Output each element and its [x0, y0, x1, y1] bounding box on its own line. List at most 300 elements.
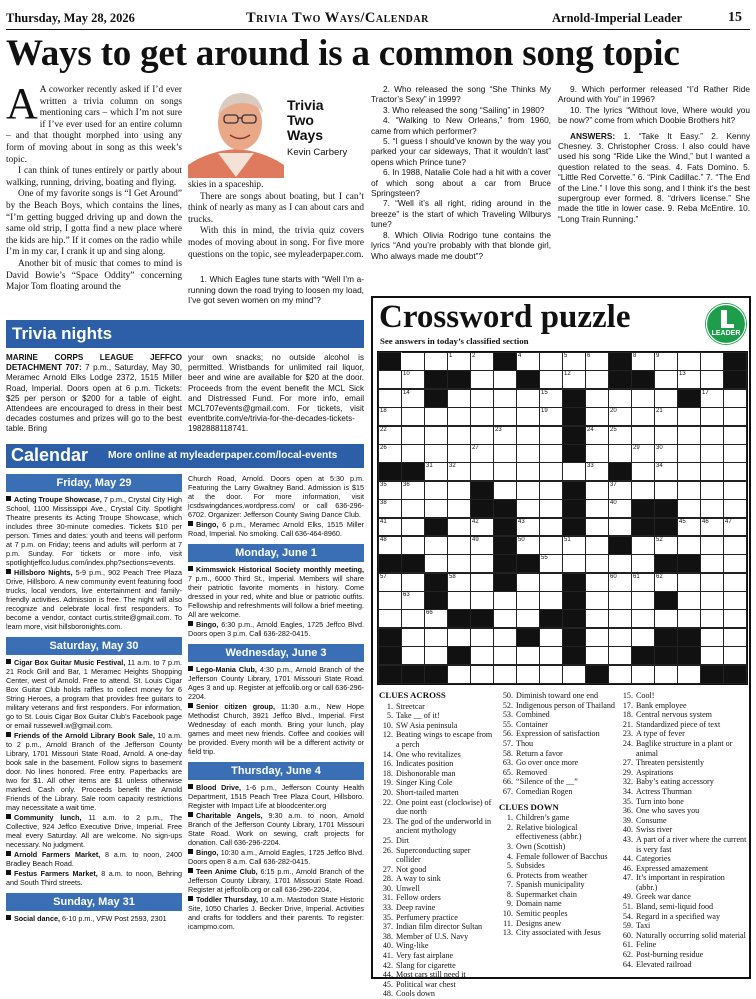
crossword-cell[interactable]: [723, 389, 747, 408]
crossword-cell-number: 22: [380, 426, 387, 433]
crossword-cell[interactable]: [401, 518, 425, 537]
crossword-cell[interactable]: [447, 407, 471, 426]
crossword-cell[interactable]: [470, 462, 494, 481]
crossword-cell[interactable]: [401, 646, 425, 665]
crossword-cell[interactable]: [493, 628, 517, 647]
crossword-cell[interactable]: [516, 462, 540, 481]
crossword-cell[interactable]: [700, 352, 724, 371]
crossword-cell[interactable]: [539, 370, 563, 389]
clue-number: 30.: [382, 883, 393, 893]
crossword-cell[interactable]: [723, 536, 747, 555]
crossword-cell[interactable]: [539, 462, 563, 481]
crossword-cell[interactable]: [585, 554, 609, 573]
crossword-cell[interactable]: [700, 554, 724, 573]
crossword-cell[interactable]: [677, 609, 701, 628]
crossword-cell[interactable]: [447, 426, 471, 445]
crossword-cell[interactable]: [470, 591, 494, 610]
crossword-cell[interactable]: [700, 407, 724, 426]
clue-number: 8.: [506, 889, 513, 899]
crossword-cell[interactable]: [424, 499, 448, 518]
crossword-cell[interactable]: [700, 481, 724, 500]
crossword-cell[interactable]: [700, 573, 724, 592]
crossword-cell[interactable]: [470, 370, 494, 389]
crossword-cell[interactable]: [608, 389, 632, 408]
crossword-cell[interactable]: [700, 609, 724, 628]
crossword-cell-number: 4: [518, 353, 522, 359]
crossword-cell[interactable]: [470, 444, 494, 463]
crossword-cell[interactable]: [677, 462, 701, 481]
crossword-cell[interactable]: [631, 665, 655, 684]
crossword-cell[interactable]: [447, 518, 471, 537]
crossword-clue: [379, 721, 497, 731]
crossword-cell[interactable]: [631, 426, 655, 445]
crossword-cell[interactable]: [723, 591, 747, 610]
crossword-cell[interactable]: [654, 573, 678, 592]
crossword-cell[interactable]: [401, 426, 425, 445]
crossword-cell[interactable]: [608, 646, 632, 665]
crossword-cell[interactable]: [516, 426, 540, 445]
crossword-cell[interactable]: [562, 554, 586, 573]
crossword-cell[interactable]: [401, 628, 425, 647]
clue-text: Children’s game: [516, 813, 570, 823]
crossword-cell[interactable]: [585, 444, 609, 463]
crossword-cell[interactable]: [539, 444, 563, 463]
header-section: Trivia Two Ways/Calendar: [246, 10, 429, 26]
crossword-cell[interactable]: [700, 628, 724, 647]
article-p1: A coworker recently asked if I’d ever written a trivia column on songs mentioning cars – which I’m not sure if I’ve ever used for an entire column – and that thought morphed into using any form of moving about in song as this week’s topic.: [6, 85, 182, 165]
crossword-cell[interactable]: [608, 628, 632, 647]
crossword-cell[interactable]: [700, 370, 724, 389]
crossword-cell[interactable]: [631, 407, 655, 426]
clue-number: 23.: [622, 729, 633, 739]
crossword-cell[interactable]: [608, 665, 632, 684]
crossword-cell[interactable]: [677, 536, 701, 555]
crossword-cell[interactable]: [723, 573, 747, 592]
crossword-cell[interactable]: [516, 665, 540, 684]
crossword-cell[interactable]: [631, 573, 655, 592]
crossword-cell[interactable]: [424, 352, 448, 371]
calendar-column-1: [6, 474, 182, 979]
crossword-cell[interactable]: [723, 426, 747, 445]
thursday-events: [188, 783, 364, 931]
crossword-black-cell: [516, 628, 540, 647]
crossword-cell[interactable]: [378, 591, 402, 610]
crossword-cell[interactable]: [585, 499, 609, 518]
crossword-cell[interactable]: [723, 628, 747, 647]
crossword-cell[interactable]: [608, 407, 632, 426]
crossword-cell[interactable]: [378, 481, 402, 500]
crossword-cell[interactable]: [424, 554, 448, 573]
crossword-cell[interactable]: [401, 591, 425, 610]
crossword-cell[interactable]: [470, 646, 494, 665]
clue-text: Superconducting super collider: [396, 845, 471, 865]
crossword-cell[interactable]: [677, 481, 701, 500]
clue-text: “Silence of the __”: [516, 777, 578, 787]
crossword-cell[interactable]: [539, 426, 563, 445]
crossword-cell[interactable]: [378, 389, 402, 408]
crossword-cell[interactable]: [516, 591, 540, 610]
crossword-cell[interactable]: [493, 665, 517, 684]
crossword-cell[interactable]: [539, 407, 563, 426]
crossword-cell[interactable]: [493, 407, 517, 426]
crossword-cell[interactable]: [654, 665, 678, 684]
crossword-cell[interactable]: [539, 518, 563, 537]
clue-text: Wing-like: [396, 941, 429, 951]
crossword-cell[interactable]: [562, 536, 586, 555]
crossword-cell[interactable]: [700, 518, 724, 537]
crossword-clue: [619, 912, 747, 922]
crossword-cell[interactable]: [539, 554, 563, 573]
crossword-cell[interactable]: [654, 536, 678, 555]
crossword-cell[interactable]: [493, 444, 517, 463]
crossword-cell[interactable]: [654, 389, 678, 408]
crossword-cell[interactable]: [539, 352, 563, 371]
article-column-1: [6, 79, 182, 294]
crossword-cell[interactable]: [700, 536, 724, 555]
event-text: 10 a.m. to 2 p.m., Arnold Branch of the Jefferson County Library, 1701 Missouri State Road, Arnold. A one-day book sale in the basement. Follow signs to basement door. No lines honored. Free entry. Paperbacks are two for $1. All other items are $1 unless otherwise marked. Cash only. Proceeds benefit the Arnold Friends of the Library. Sale room capacity restrictions may necessitate a wait time.: [6, 731, 183, 812]
crossword-cell[interactable]: [631, 628, 655, 647]
crossword-cell[interactable]: [424, 536, 448, 555]
crossword-cell[interactable]: [378, 518, 402, 537]
crossword-clue: [499, 777, 617, 787]
crossword-cell[interactable]: [493, 462, 517, 481]
crossword-cell[interactable]: [539, 665, 563, 684]
crossword-cell[interactable]: [378, 444, 402, 463]
crossword-cell[interactable]: [516, 573, 540, 592]
crossword-cell[interactable]: [608, 591, 632, 610]
clues-across-title: CLUES ACROSS: [379, 690, 446, 700]
crossword-cell[interactable]: [539, 499, 563, 518]
trivia-nights-text-1: 7 p.m., Saturday, May 30, Meramec Arnold Elks Lodge 2372, 1515 Miller Road, Imperial. Doors open at 6 p.m. Tickets: $25 per person or $200 for a table of eight. Attendees are encouraged to dress in their best decades costumes and prizes will go to the best table. Bring: [6, 363, 182, 434]
crossword-cell[interactable]: [539, 573, 563, 592]
crossword-cell[interactable]: [562, 462, 586, 481]
crossword-cell[interactable]: [447, 536, 471, 555]
crossword-cell[interactable]: [470, 536, 494, 555]
crossword-clue: [619, 729, 747, 739]
crossword-cell[interactable]: [723, 609, 747, 628]
crossword-cell[interactable]: [539, 628, 563, 647]
crossword-cell[interactable]: [401, 481, 425, 500]
crossword-cell[interactable]: [585, 407, 609, 426]
crossword-cell[interactable]: [677, 591, 701, 610]
crossword-cell[interactable]: [424, 426, 448, 445]
crossword-cell[interactable]: [447, 389, 471, 408]
crossword-cell[interactable]: [401, 407, 425, 426]
bullet-icon: [6, 496, 11, 501]
crossword-cell[interactable]: [401, 352, 425, 371]
crossword-cell[interactable]: [493, 370, 517, 389]
crossword-cell[interactable]: [447, 462, 471, 481]
crossword-cell[interactable]: [608, 573, 632, 592]
crossword-clue: [619, 854, 747, 864]
bullet-icon: [6, 915, 11, 920]
crossword-cell[interactable]: [401, 573, 425, 592]
crossword-cell[interactable]: [631, 444, 655, 463]
bullet-icon: [188, 896, 193, 901]
clue-number: 28.: [382, 874, 393, 884]
crossword-cell-number: 8: [633, 353, 637, 359]
crossword-cell-number: 36: [403, 481, 410, 488]
crossword-cell[interactable]: [539, 591, 563, 610]
crossword-cell[interactable]: [493, 426, 517, 445]
crossword-cell[interactable]: [493, 591, 517, 610]
crossword-cell[interactable]: [378, 573, 402, 592]
crossword-cell[interactable]: [654, 407, 678, 426]
crossword-cell[interactable]: [585, 426, 609, 445]
crossword-cell[interactable]: [516, 499, 540, 518]
crossword-cell[interactable]: [447, 628, 471, 647]
crossword-cell[interactable]: [562, 352, 586, 371]
header-paper: Arnold-Imperial Leader: [552, 11, 683, 25]
crossword-cell[interactable]: [585, 591, 609, 610]
crossword-clue: [499, 691, 617, 701]
crossword-cell[interactable]: [677, 665, 701, 684]
crossword-cell-number: 21: [656, 408, 663, 415]
crossword-cell-number: 32: [449, 463, 456, 470]
crossword-grid[interactable]: [377, 351, 748, 685]
crossword-cell[interactable]: [447, 591, 471, 610]
crossword-cell[interactable]: [493, 481, 517, 500]
crossword-cell[interactable]: [631, 389, 655, 408]
crossword-cell[interactable]: [470, 628, 494, 647]
crossword-cell[interactable]: [654, 370, 678, 389]
crossword-cell[interactable]: [539, 389, 563, 408]
crossword-cell[interactable]: [585, 536, 609, 555]
event-item: [188, 895, 364, 931]
crossword-cell[interactable]: [631, 609, 655, 628]
crossword-cell[interactable]: [424, 646, 448, 665]
crossword-cell[interactable]: [631, 352, 655, 371]
crossword-black-cell: [424, 389, 448, 408]
event-item: [188, 783, 364, 810]
clue-text: Perfumery practice: [396, 912, 458, 922]
crossword-cell[interactable]: [493, 609, 517, 628]
crossword-cell[interactable]: [723, 444, 747, 463]
crossword-cell-number: 30: [656, 444, 663, 451]
crossword-cell[interactable]: [723, 481, 747, 500]
crossword-cell[interactable]: [585, 573, 609, 592]
crossword-cell[interactable]: [723, 407, 747, 426]
crossword-subtitle: See answers in today’s classified section: [380, 336, 529, 346]
crossword-cell[interactable]: [608, 609, 632, 628]
sunday-events: [6, 914, 182, 923]
crossword-cell[interactable]: [516, 389, 540, 408]
crossword-cell[interactable]: [654, 462, 678, 481]
crossword-cell-number: 41: [380, 518, 387, 525]
crossword-cell[interactable]: [424, 609, 448, 628]
crossword-cell[interactable]: [378, 407, 402, 426]
crossword-cell[interactable]: [608, 499, 632, 518]
crossword-black-cell: [447, 646, 471, 665]
clues-mid-column: [499, 691, 617, 938]
crossword-cell[interactable]: [677, 499, 701, 518]
crossword-cell[interactable]: [378, 426, 402, 445]
crossword-cell[interactable]: [447, 352, 471, 371]
crossword-cell[interactable]: [424, 481, 448, 500]
crossword-cell[interactable]: [539, 646, 563, 665]
crossword-cell[interactable]: [516, 646, 540, 665]
crossword-cell[interactable]: [470, 389, 494, 408]
crossword-cell[interactable]: [470, 554, 494, 573]
crossword-cell[interactable]: [677, 352, 701, 371]
crossword-cell[interactable]: [585, 481, 609, 500]
event-title: Toddler Thursday,: [196, 895, 258, 904]
crossword-cell[interactable]: [401, 444, 425, 463]
crossword-cell[interactable]: [447, 573, 471, 592]
crossword-cell[interactable]: [608, 481, 632, 500]
crossword-cell[interactable]: [700, 462, 724, 481]
article-column-2: [188, 180, 364, 305]
crossword-cell[interactable]: [677, 407, 701, 426]
crossword-cell[interactable]: [516, 352, 540, 371]
event-item: [188, 620, 364, 638]
crossword-cell[interactable]: [516, 407, 540, 426]
event-item: [6, 658, 182, 730]
crossword-cell[interactable]: [585, 518, 609, 537]
crossword-cell[interactable]: [516, 536, 540, 555]
crossword-cell[interactable]: [631, 536, 655, 555]
crossword-cell[interactable]: [562, 665, 586, 684]
crossword-cell[interactable]: [401, 536, 425, 555]
crossword-cell[interactable]: [401, 389, 425, 408]
crossword-cell[interactable]: [700, 499, 724, 518]
crossword-cell[interactable]: [493, 646, 517, 665]
quiz-question-10: 10. The lyrics “Without love, Where would you be now?” come from which Doobie Brothers hit?: [558, 104, 750, 126]
crossword-black-cell: [562, 609, 586, 628]
crossword-cell[interactable]: [608, 554, 632, 573]
clue-text: Female follower of Bacchus: [516, 851, 608, 861]
crossword-cell[interactable]: [677, 370, 701, 389]
quiz-answers: [558, 84, 750, 224]
crossword-cell[interactable]: [608, 426, 632, 445]
trivia-nights-body-1: [6, 353, 182, 435]
crossword-cell[interactable]: [631, 554, 655, 573]
trivia-nights-banner: [6, 320, 364, 348]
crossword-cell[interactable]: [654, 352, 678, 371]
crossword-cell[interactable]: [631, 462, 655, 481]
crossword-cell[interactable]: [654, 481, 678, 500]
crossword-cell[interactable]: [677, 444, 701, 463]
crossword-cell[interactable]: [447, 554, 471, 573]
crossword-black-cell: [424, 591, 448, 610]
crossword-cell[interactable]: [424, 628, 448, 647]
event-text: 1-6 p.m., Jefferson County Health Department, 1515 Peach Tree Plaza Court, Hillsboro. Register with Impact Life at bloodcenter.org: [188, 783, 364, 810]
crossword-cell[interactable]: [539, 481, 563, 500]
calendar-more-link[interactable]: More online at myleaderpaper.com/local-events: [108, 450, 338, 461]
crossword-cell[interactable]: [677, 573, 701, 592]
crossword-cell-number: 29: [633, 444, 640, 451]
crossword-cell[interactable]: [447, 665, 471, 684]
crossword-cell[interactable]: [470, 352, 494, 371]
crossword-cell[interactable]: [401, 499, 425, 518]
crossword-cell-number: 57: [380, 573, 387, 580]
crossword-cell[interactable]: [654, 426, 678, 445]
crossword-cell[interactable]: [585, 646, 609, 665]
crossword-cell[interactable]: [424, 444, 448, 463]
crossword-cell[interactable]: [516, 518, 540, 537]
event-text: 6 p.m., Meramec Arnold Elks, 1515 Miller Road, Imperial. No smoking. Call 636-464-8960.: [188, 520, 364, 538]
crossword-cell[interactable]: [378, 609, 402, 628]
crossword-cell[interactable]: [424, 407, 448, 426]
crossword-cell[interactable]: [700, 646, 724, 665]
crossword-cell[interactable]: [585, 609, 609, 628]
crossword-clue: [379, 989, 497, 999]
crossword-cell[interactable]: [654, 609, 678, 628]
crossword-cell[interactable]: [516, 481, 540, 500]
clue-text: Short-tailed marten: [396, 787, 459, 797]
crossword-cell[interactable]: [378, 370, 402, 389]
crossword-cell[interactable]: [723, 646, 747, 665]
crossword-cell[interactable]: [401, 609, 425, 628]
event-text: 9:30 a.m. to noon, Arnold Branch of the Jefferson County Library, 1701 Missouri State Road. Work on sewing, craft projects for donation. Call 636-296-2204.: [188, 811, 365, 847]
crossword-cell[interactable]: [585, 462, 609, 481]
crossword-cell[interactable]: [401, 370, 425, 389]
crossword-cell[interactable]: [470, 573, 494, 592]
crossword-cell[interactable]: [447, 481, 471, 500]
crossword-cell[interactable]: [631, 481, 655, 500]
crossword-cell[interactable]: [700, 591, 724, 610]
crossword-cell[interactable]: [723, 518, 747, 537]
crossword-clue: [379, 759, 497, 769]
crossword-cell[interactable]: [447, 499, 471, 518]
crossword-clue: [619, 739, 747, 758]
crossword-cell[interactable]: [654, 444, 678, 463]
crossword-cell[interactable]: [723, 462, 747, 481]
crossword-cell[interactable]: [700, 426, 724, 445]
event-item: [6, 869, 182, 887]
crossword-cell[interactable]: [378, 536, 402, 555]
clue-text: Aspirations: [636, 767, 674, 777]
crossword-clue: [619, 921, 747, 931]
crossword-cell[interactable]: [585, 628, 609, 647]
crossword-cell[interactable]: [470, 518, 494, 537]
crossword-cell[interactable]: [677, 518, 701, 537]
crossword-cell[interactable]: [608, 444, 632, 463]
crossword-cell[interactable]: [723, 499, 747, 518]
crossword-cell[interactable]: [470, 665, 494, 684]
crossword-cell[interactable]: [631, 591, 655, 610]
crossword-cell[interactable]: [539, 536, 563, 555]
crossword-cell[interactable]: [424, 462, 448, 481]
crossword-cell[interactable]: [585, 352, 609, 371]
event-title: Community lunch,: [14, 813, 82, 822]
crossword-cell[interactable]: [516, 444, 540, 463]
crossword-cell[interactable]: [608, 518, 632, 537]
event-text: 10:30 a.m., Arnold Eagles, 1725 Jeffco Blvd. Doors open 8 a.m. Call 636-282-0415.: [188, 848, 364, 866]
crossword-cell[interactable]: [470, 426, 494, 445]
crossword-cell-number: 61: [633, 573, 640, 580]
clue-number: 35.: [622, 796, 633, 806]
crossword-cell[interactable]: [447, 444, 471, 463]
crossword-cell[interactable]: [562, 370, 586, 389]
crossword-cell[interactable]: [700, 389, 724, 408]
clue-number: 66.: [502, 777, 513, 787]
crossword-cell[interactable]: [516, 609, 540, 628]
crossword-black-cell: [608, 462, 632, 481]
crossword-cell[interactable]: [378, 499, 402, 518]
crossword-cell[interactable]: [493, 389, 517, 408]
crossword-cell[interactable]: [700, 444, 724, 463]
crossword-cell[interactable]: [723, 554, 747, 573]
clues-down-list: [499, 813, 617, 938]
crossword-black-cell: [470, 499, 494, 518]
crossword-cell[interactable]: [585, 389, 609, 408]
crossword-cell[interactable]: [585, 370, 609, 389]
quiz-question-2: 2. Who released the song “She Thinks My Tractor’s Sexy” in 1999?: [371, 84, 551, 105]
crossword-cell[interactable]: [470, 407, 494, 426]
crossword-cell[interactable]: [677, 426, 701, 445]
clue-number: 44.: [622, 854, 633, 864]
